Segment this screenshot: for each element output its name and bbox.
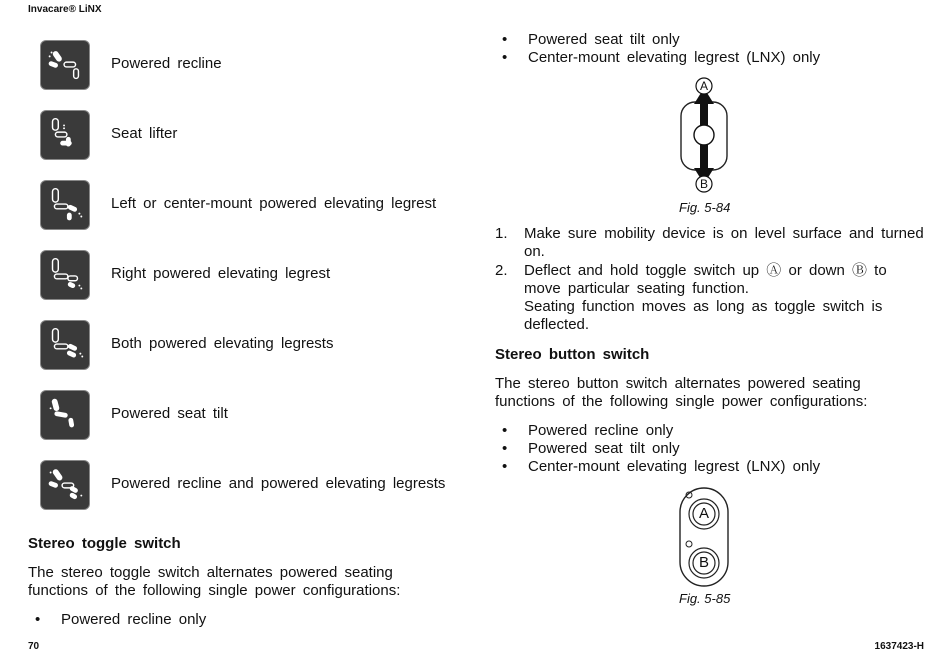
label-b: B [698, 554, 709, 571]
para-line: The stereo button switch alternates powered seating [495, 375, 861, 392]
bullet-item: • Powered seat tilt only [528, 31, 680, 49]
seat-lifter-label: Seat lifter [111, 125, 178, 142]
label-b: B [699, 177, 708, 191]
step-number: 2. [495, 262, 508, 279]
heading-stereo-toggle: Stereo toggle switch [28, 535, 181, 552]
bullet-item: • Powered recline only [61, 611, 206, 629]
legrest-left-center-label: Left or center-mount powered elevating legrest [111, 195, 437, 212]
bullet-item: • Powered recline only [528, 422, 673, 440]
powered-recline-icon [40, 40, 90, 90]
step-line: deflected. [524, 316, 590, 333]
powered-recline-label: Powered recline [111, 55, 222, 72]
bullet-item: • Center-mount elevating legrest (LNX) only [528, 458, 820, 476]
recline-legrest-label: Powered recline and powered elevating legrests [111, 475, 446, 492]
seat-tilt-icon [40, 390, 90, 440]
legrest-right-icon [40, 250, 90, 300]
toggle-switch-diagram [676, 76, 734, 194]
header-brand: Invacare® LiNX [28, 4, 102, 15]
para-line: The stereo toggle switch alternates powered seating [28, 564, 393, 581]
step-line: move particular seating function. [524, 280, 749, 297]
step-line: Seating function moves as long as toggle switch is [524, 298, 883, 315]
fig-caption: Fig. 5-85 [679, 591, 731, 606]
step-line: Deflect and hold toggle switch up Ⓐ or down Ⓑ to [524, 262, 887, 279]
heading-stereo-button: Stereo button switch [495, 346, 650, 363]
document-number: 1637423-H [874, 641, 924, 652]
seat-tilt-label: Powered seat tilt [111, 405, 228, 422]
seat-lifter-icon [40, 110, 90, 160]
step-line: Make sure mobility device is on level surface and turned [524, 225, 924, 242]
step-line: on. [524, 243, 545, 260]
para-line: functions of the following single power configurations: [28, 582, 401, 599]
page-number: 70 [28, 641, 40, 652]
label-a: A [699, 79, 708, 93]
bullet-item: • Center-mount elevating legrest (LNX) only [528, 49, 820, 67]
legrest-both-label: Both powered elevating legrests [111, 335, 334, 352]
fig-caption: Fig. 5-84 [679, 200, 731, 215]
step-number: 1. [495, 225, 508, 242]
label-a: A [698, 505, 709, 522]
legrest-left-center-icon [40, 180, 90, 230]
button-switch-diagram [678, 486, 730, 588]
legrest-both-icon [40, 320, 90, 370]
bullet-item: • Powered seat tilt only [528, 440, 680, 458]
recline-legrest-icon [40, 460, 90, 510]
legrest-right-label: Right powered elevating legrest [111, 265, 331, 282]
para-line: functions of the following single power configurations: [495, 393, 868, 410]
